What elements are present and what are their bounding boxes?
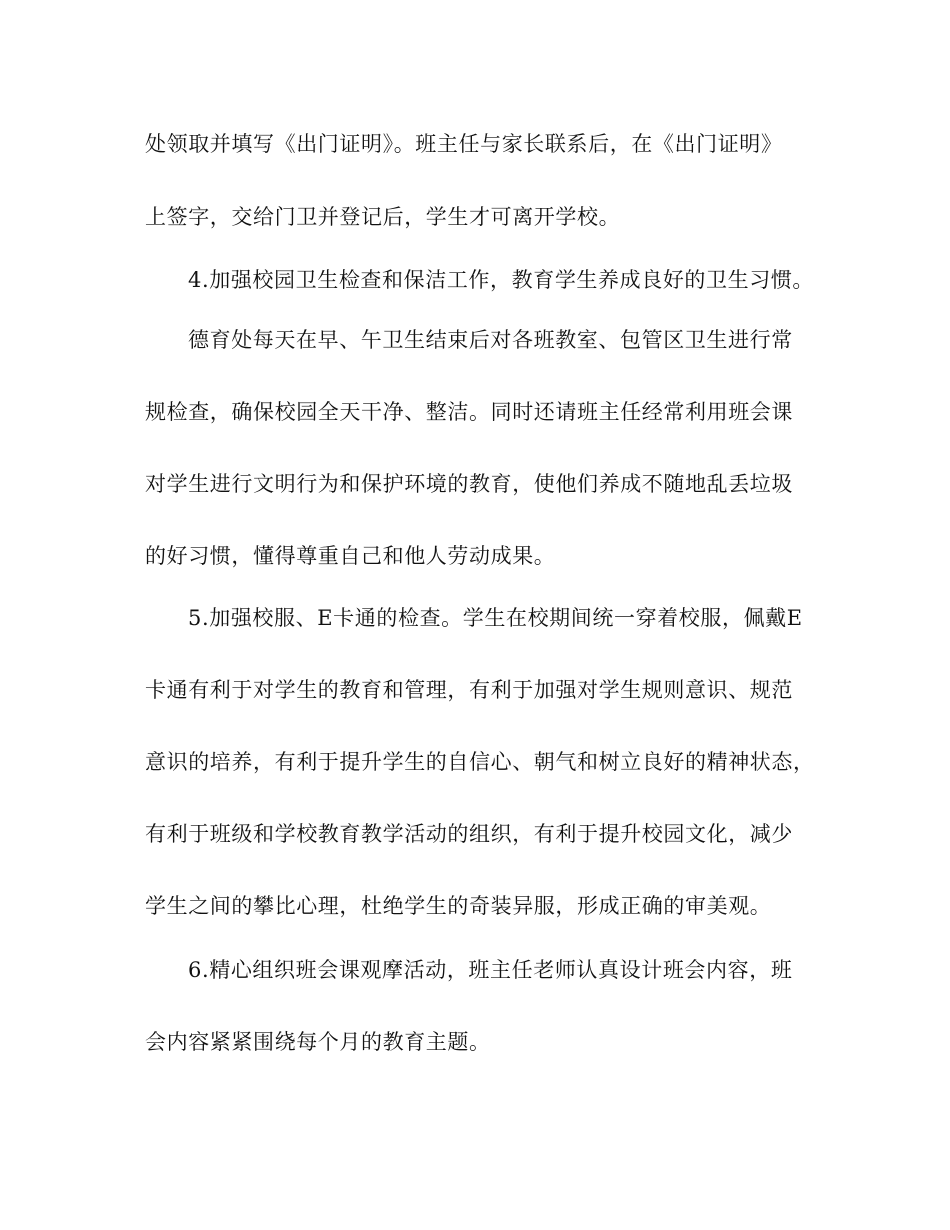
text-line: 的好习惯，懂得尊重自己和他人劳动成果。 bbox=[145, 544, 556, 568]
text-line: 卡通有利于对学生的教育和管理，有利于加强对学生规则意识、规范 bbox=[145, 678, 793, 702]
text-line: 德育处每天在早、午卫生结束后对各班教室、包管区卫生进行常 bbox=[188, 328, 793, 352]
text-line: 对学生进行文明行为和保护环境的教育，使他们养成不随地乱丢垃圾 bbox=[145, 472, 793, 496]
text-line: 有利于班级和学校教育教学活动的组织，有利于提升校园文化，减少 bbox=[145, 822, 793, 846]
text-line: 学生之间的攀比心理，杜绝学生的奇装异服，形成正确的审美观。 bbox=[145, 894, 772, 918]
text-line: 意识的培养，有利于提升学生的自信心、朝气和树立良好的精神状态， bbox=[145, 750, 815, 774]
text-line: 会内容紧紧围绕每个月的教育主题。 bbox=[145, 1030, 491, 1054]
text-line: 规检查，确保校园全天干净、整洁。同时还请班主任经常利用班会课 bbox=[145, 400, 793, 424]
paragraph-heading: 6.精心组织班会课观摩活动，班主任老师认真设计班会内容，班 bbox=[188, 958, 793, 982]
text-line: 处领取并填写《出门证明》。班主任与家长联系后，在《出门证明》 bbox=[145, 132, 783, 156]
paragraph-heading: 4.加强校园卫生检查和保洁工作，教育学生养成良好的卫生习惯。 bbox=[188, 268, 815, 292]
paragraph-heading: 5.加强校服、E卡通的检查。学生在校期间统一穿着校服，佩戴E bbox=[188, 606, 803, 630]
text-line: 上签字，交给门卫并登记后，学生才可离开学校。 bbox=[145, 205, 621, 229]
